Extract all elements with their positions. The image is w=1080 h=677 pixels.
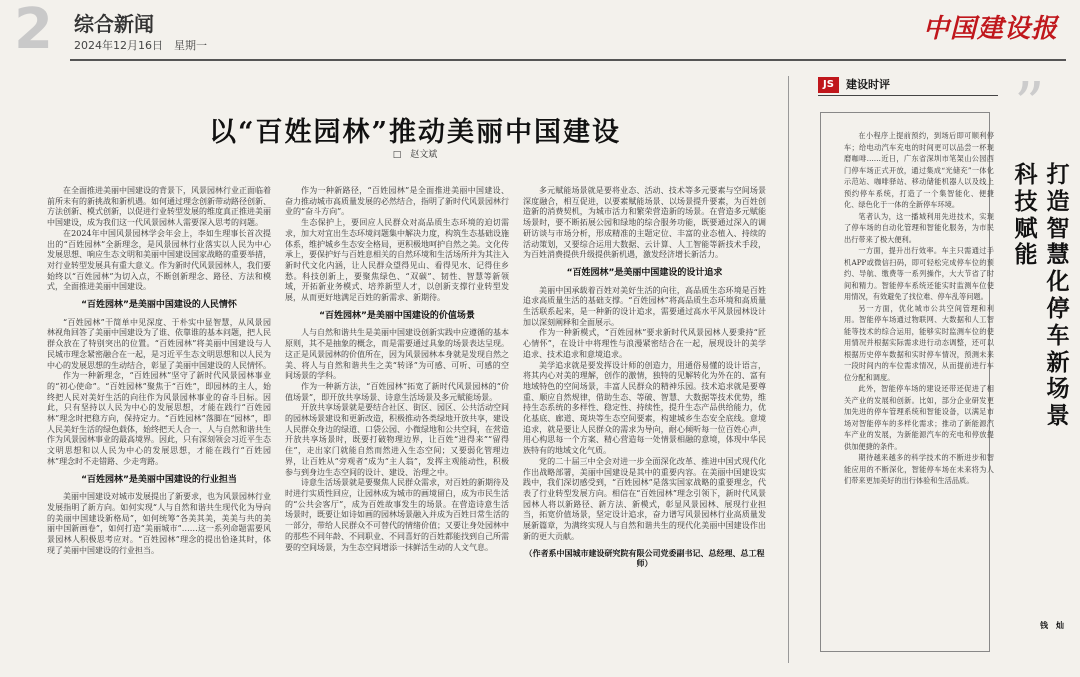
paragraph: 美丽中国承载着百姓对美好生活的向往，高品质生态环境是百姓追求高质量生活的基础支撑。“百姓园林”将高品质生态环境和高质量生活联系起来，是一种新的设计追求，需要通过高水平风景园林设计加以深刻阐释和全面展示。 <box>523 285 766 327</box>
newspaper-masthead-logo: 中国建设报 <box>922 14 1058 44</box>
paragraph: 作为一种新理念，“百姓园林”坚守了新时代风景园林事业的“初心使命”。“百姓园林”聚焦于“百姓”，即园林的主人，始终把人民对美好生活的向往作为风景园林事业的奋斗目标。因此，只有坚持以人民为中心的发展思想，才能在践行“百姓园林”理念时把稳方向，保持定力。“百姓园林”落脚在“园林”，即人民美好生活的绿色载体，始终把天人合一、人与自然和谐共生作为风景园林事业的最高境界。因此，只有深刻领会习近平生态文明思想和以人民为中心的发展思想，才能在践行“百姓园林”理念时不走错路、少走弯路。 <box>47 371 271 466</box>
commentary-signature: 钱 灿 <box>1040 621 1064 630</box>
commentary-body <box>844 130 994 487</box>
paragraph: 另一方面，优化城市公共空间管理和利用。智能停车场通过物联网、大数据和人工智能等技术的综合运用，能够实时监测车位的使用情况并根据实际需求进行动态调整，还可以根据历史停车数据和实时停车情况，预测未来一段时间内的车位需求情况，从而提前进行车位分配和调度。 <box>844 303 994 382</box>
quote-mark-icon: ” <box>1014 70 1045 140</box>
section-title: 综合新闻 <box>74 12 154 36</box>
paragraph: 在小程序上提前预约，到场后即可顺利停车；给电动汽车充电的时间更可以品尝一杯现磨咖啡……近日，广东省深圳市笔架山公园西门停车场正式开放，通过集成“光储充”一体化示范站、咖啡驿站、移动储能机器人以及线上预约停车系统，打造了一个集智能化、便捷化、绿色化于一体的全新停车环境。 <box>844 131 994 209</box>
header-divider <box>70 59 1066 61</box>
column-divider <box>788 76 789 663</box>
label-underline <box>818 95 998 96</box>
paragraph: 作为一种新模式，“百姓园林”要求新时代风景园林人要秉持“匠心情怀”，在设计中将理性与浪漫紧密结合在一起，展现设计的美学追求、技术追求和意境追求。 <box>523 328 766 359</box>
article-column-2 <box>285 186 509 553</box>
paragraph: “百姓园林”干简单中见深度、于朴实中显智慧，从风景园林视角回答了美丽中国建设为了谁、依靠谁的基本问题，把人民群众放在了特别突出的位置。“百姓园林”将美丽中国建设与人民城市理念紧密融合在一起，是习近平生态文明思想和以人民为中心的发展思想的生动结合，彰显了美丽中国建设的人民情怀。 <box>47 317 271 370</box>
article-column-3 <box>523 186 766 570</box>
page-number: 2 <box>14 0 53 62</box>
article-column-1 <box>47 186 271 557</box>
subheading: “百姓园林”是美丽中国建设的设计追求 <box>566 267 723 278</box>
paragraph: 诗意生活场景就是要聚焦人民群众需求，对百姓的新期待及时进行实质性回应，让园林成为城市的画境留白，成为市民生活的“公共会客厅”，成为百姓故事发生的场景。在营造诗意生活场景时，既要让如诗如画的园林场景融入并成为百姓日常生活的一部分，带给人民群众不可替代的情绪价值；又要让身处园林中的那些不同年龄、不同职业、不同喜好的百姓都能找到自己所需要的空间场景，为生态空间增添一抹鲜活生动的人文气息。 <box>285 478 509 552</box>
commentary-label: 建设时评 <box>846 78 890 91</box>
commentary-title-line-2: 打造智慧化停车新场景 <box>1046 161 1070 430</box>
paragraph: 开放共享场景就是要结合社区、街区、园区、公共活动空间的园林场景建设和更新改造，积极推动各类绿地开放共享，建设人民群众身边的绿道、口袋公园、小微绿地和公共空间，在营造开放共享场景时，既要打破物理边界，让百姓“进得来”“留得住”，走出家门就能自然而然进入生态空间；又要弱化管理边界，让百姓从“旁观者”成为“主人翁”，发挥主观能动性，积极参与到身边生态空间的设计、建设、治理之中。 <box>285 403 509 477</box>
article-headline: 以“百姓园林”推动美丽中国建设 <box>208 117 622 149</box>
author-byline: （作者系中国城市建设研究院有限公司党委副书记、总经理、总工程师） <box>524 548 765 569</box>
paragraph: 一方面，提升出行效率。车主只需通过手机APP或微信扫码，即可轻松完成停车位的预约、导航、缴费等一系列操作，大大节省了时间和精力。智能停车系统还能实时监测车位使用情况，有效避免了找位难、停车乱等问题。 <box>844 246 994 301</box>
paragraph: 美丽中国建设对城市发展提出了新要求，也为风景园林行业发展指明了新方向。如何实现“人与自然和谐共生现代化为导向的美丽中国建设新格局”，如何统筹“各美其美，美美与共的美丽中国新画卷”，如何打造“美丽城市”……这一系列命题需要风景园林人积极思考应对。“百姓园林”理念的提出恰逢其时，体现了美丽中国建设的行业担当。 <box>47 492 271 555</box>
paragraph: 党的二十届三中全会对进一步全面深化改革、推进中国式现代化作出战略部署，美丽中国建设是其中的重要内容。在美丽中国建设实践中，我们深切感受到，“百姓园林”是落实国家战略的重要理念，代表了行业转型发展方向。相信在“百姓园林”理念引领下，新时代风景园林人将以新路径、新方法、新模式，彰显风景园林、展现行业担当，拓宽价值场景，坚定设计追求，奋力谱写风景园林行业高质量发展新篇章，为满终实现人与自然和谐共生的现代化美丽中国建设作出新的更大贡献。 <box>523 456 766 541</box>
paragraph: 笔者认为，这一播城利用先进技术，实现了停车场的自动化管理和智能化服务，为市民出行带来了极大便利。 <box>844 211 994 244</box>
paragraph: 人与自然和谐共生是美丽中国建设创新实践中应遵循的基本原则，其不是抽象的概念，而是需要通过具象的场景表达呈现。这正是风景园林的价值所在，因为风景园林本身就是发现自然之美、将人与自然和谐共生之美“转译”为可感、可听、可感的空间场景的学科。 <box>285 328 509 381</box>
paragraph: 多元赋能场景就是要将业态、活动、技术等多元要素与空间场景深度融合，相互促进，以要素赋能场景、以场景提升要素，为百姓创造新的消费契机，为城市活力和繁荣营造新的场景。在营造多元赋能场景时，要不断拓展公园和绿地的综合服务功能，既要通过深入的调研访谈与市场分析，形成精准的主题定位、丰富的业态植入、持续的活动策划，又要综合运用大数据、云计算、人工智能等新技术手段，为百姓消费提供升级提供新机遇，激发经济增长新活力。 <box>523 186 766 260</box>
article-author: □ 赵文斌 <box>392 150 438 160</box>
js-badge: JS <box>818 77 839 93</box>
paragraph: 作为一种新方法，“百姓园林”拓宽了新时代风景园林的“价值场景”，即开放共享场景、诗意生活场景及多元赋能场景。 <box>285 381 509 402</box>
issue-date: 2024年12月16日 星期一 <box>74 39 207 52</box>
subheading: “百姓园林”是美丽中国建设的行业担当 <box>81 474 237 485</box>
paragraph: 期待越来越多的科学技术的不断进步和智能应用的不断深化，智能停车场在未来将为人们带来更加美好的出行体验和生活品质。 <box>844 453 994 485</box>
paragraph: 此外，智能停车场的建设还带还促进了相关产业的发展和创新。比如，部分企业研发更加先进的停车管理系统和智能设备，以满足市场对智能停车的多样化需求；推动了新能源汽车产业的发展，为新能源汽车的充电和停放提供加便捷的条件。 <box>844 384 994 451</box>
subheading: “百姓园林”是美丽中国建设的人民情怀 <box>81 300 237 311</box>
paragraph: 在2024年中国风景园林学会年会上，李如生理事长首次提出的“百姓园林”全新理念，是风景园林行业落实以人民为中心发展思想、响应生态文明和美丽中国建设国家战略的重要举措，对行业转型发展具有重大意义。作为新时代风景园林人，我们要始终以“百姓园林”为切入点，不断创新理念、路径、方法和模式，全面推进美丽中国建设。 <box>47 228 271 292</box>
commentary-title-line-1: 科技赋能 <box>1014 161 1038 269</box>
paragraph: 生态保护上，要回应人民群众对高品质生态环境的迫切需求，加大对宜出生态环境问题集中解决力度，构筑生态基础设施体系，维护城乡生态安全格局，更积极地呵护自然之美。文化传承上，要保护好与百姓息相关的自然环境和生活场所并为其注入新时代文化内涵，让人民群众望得见山、看得见水、记得住乡愁。科技创新上，要聚焦绿色、“双碳”、韧性、智慧等新领域，开拓新业务模式、培养新型人才，以创新支撑行业转型发展，从而更好地满足百姓的新需求、新期待。 <box>285 218 509 303</box>
paragraph: 在全面推进美丽中国建设的背景下，风景园林行业正面临着前所未有的新挑战和新机遇。如何通过理念创新带动路径创新、方法创新、模式创新，以促进行业转型发展的维度真正推进美丽中国建设，成为我们这一代风景园林人需要深入思考的问题。 <box>47 186 271 228</box>
subheading: “百姓园林”是美丽中国建设的价值场景 <box>319 310 475 321</box>
paragraph: 美学追求就是要发挥设计师的创造力，用通俗易懂的设计语言，将其内心对美的理解，创作的激情，独特的见解转化为外在的、富有地域特色的空间场景，丰富人民群众的精神乐园。技术追求就是要尊重、顺应自然规律，借助生态、等破、智慧、大数据等技术优势，维持生态系统的多样性、稳定性、持续性，提升生态产品供给能力，优化基底、廊道、斑块等生态空间要素，构建城乡生态安全底线。意境追求，就是要让人民群众的需求为导向，耐心倾听每一位百姓心声，用心构思每一个方案、精心营造每一处情景相融的意境，体现中华民族特有的地域文化气质。 <box>523 360 766 456</box>
paragraph: 作为一种新路径，“百姓园林”是全面推进美丽中国建设、奋力推动城市高质量发展的必然结合，指明了新时代风景园林行业的“奋斗方向”。 <box>285 186 509 217</box>
